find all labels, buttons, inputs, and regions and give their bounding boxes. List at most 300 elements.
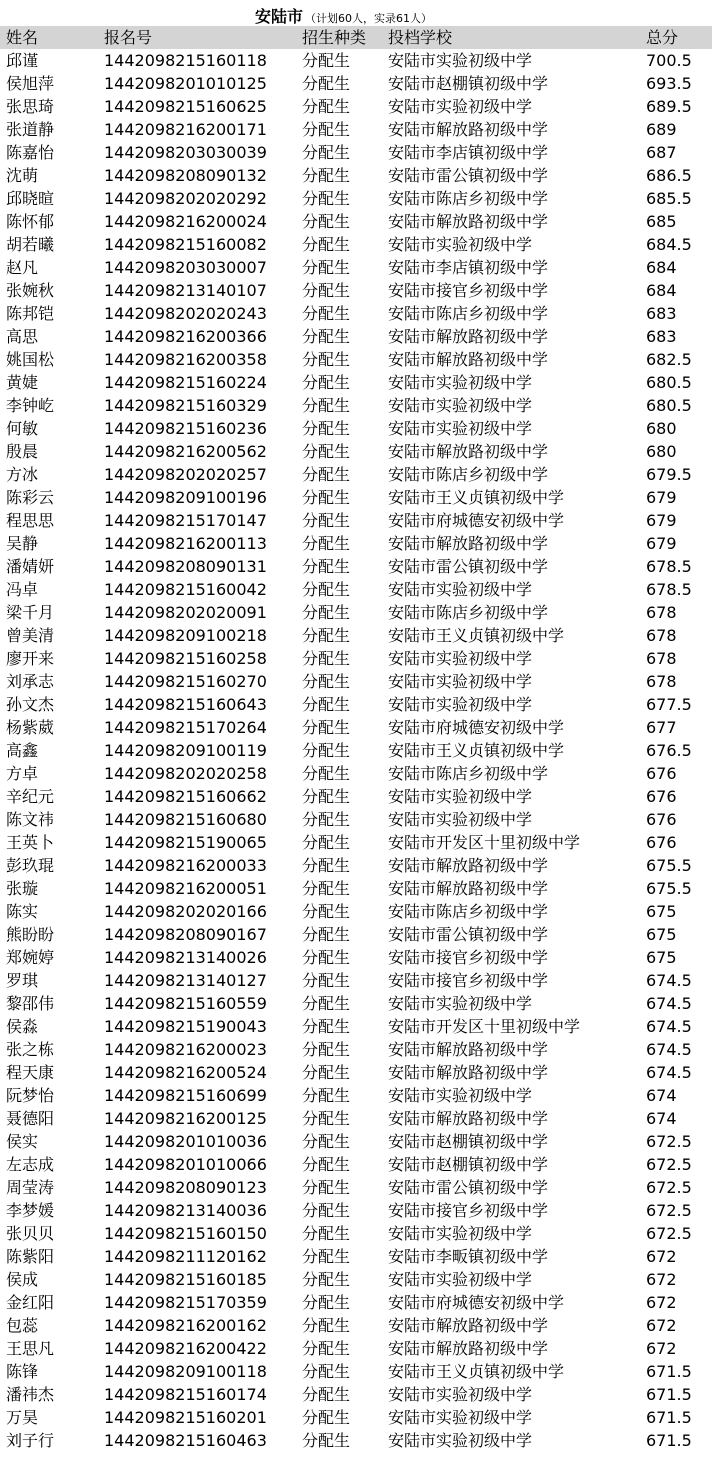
cell-total-score: 674.5 — [646, 1040, 692, 1059]
table-row — [0, 1245, 712, 1268]
cell-name: 熊盼盼 — [6, 925, 55, 944]
cell-school: 安陆市雷公镇初级中学 — [388, 557, 549, 576]
cell-registration-id: 1442098215190043 — [104, 1017, 267, 1036]
cell-school: 安陆市雷公镇初级中学 — [388, 1178, 549, 1197]
cell-registration-id: 1442098215160042 — [104, 580, 267, 599]
cell-registration-id: 1442098208090123 — [104, 1178, 267, 1197]
cell-total-score: 677.5 — [646, 695, 692, 714]
cell-registration-id: 1442098215160270 — [104, 672, 267, 691]
cell-name: 沈萌 — [6, 166, 39, 185]
cell-registration-id: 1442098215160625 — [104, 97, 267, 116]
table-row — [0, 1406, 712, 1429]
cell-school: 安陆市解放路初级中学 — [388, 856, 549, 875]
cell-total-score: 679 — [646, 534, 677, 553]
table-row — [0, 1314, 712, 1337]
table-row — [0, 210, 712, 233]
table-body — [0, 49, 712, 1452]
table-row — [0, 118, 712, 141]
cell-admission-type: 分配生 — [302, 1224, 351, 1243]
cell-school: 安陆市实验初级中学 — [388, 1086, 533, 1105]
cell-name: 万昊 — [6, 1408, 39, 1427]
cell-admission-type: 分配生 — [302, 580, 351, 599]
cell-school: 安陆市实验初级中学 — [388, 810, 533, 829]
cell-school: 安陆市接官乡初级中学 — [388, 971, 549, 990]
cell-name: 王英卜 — [6, 833, 55, 852]
cell-registration-id: 1442098216200024 — [104, 212, 267, 231]
cell-total-score: 700.5 — [646, 51, 692, 70]
cell-school: 安陆市实验初级中学 — [388, 1270, 533, 1289]
cell-name: 孙文杰 — [6, 695, 55, 714]
cell-admission-type: 分配生 — [302, 626, 351, 645]
cell-admission-type: 分配生 — [302, 1086, 351, 1105]
cell-name: 方冰 — [6, 465, 39, 484]
cell-admission-type: 分配生 — [302, 396, 351, 415]
cell-school: 安陆市府城德安初级中学 — [388, 1293, 565, 1312]
cell-school: 安陆市李店镇初级中学 — [388, 143, 549, 162]
table-row — [0, 716, 712, 739]
cell-registration-id: 1442098201010036 — [104, 1132, 267, 1151]
cell-total-score: 672 — [646, 1339, 677, 1358]
cell-name: 刘承志 — [6, 672, 55, 691]
cell-total-score: 672.5 — [646, 1155, 692, 1174]
cell-school: 安陆市实验初级中学 — [388, 649, 533, 668]
cell-name: 侯淼 — [6, 1017, 39, 1036]
cell-admission-type: 分配生 — [302, 1040, 351, 1059]
table-row — [0, 831, 712, 854]
cell-registration-id: 1442098216200125 — [104, 1109, 267, 1128]
cell-total-score: 672.5 — [646, 1201, 692, 1220]
table-row — [0, 762, 712, 785]
cell-name: 彭玖琨 — [6, 856, 55, 875]
cell-total-score: 672 — [646, 1316, 677, 1335]
cell-registration-id: 1442098215160118 — [104, 51, 267, 70]
cell-registration-id: 1442098202020166 — [104, 902, 267, 921]
table-row — [0, 1383, 712, 1406]
cell-admission-type: 分配生 — [302, 511, 351, 530]
admission-table — [0, 26, 712, 1452]
cell-name: 张之栋 — [6, 1040, 55, 1059]
cell-admission-type: 分配生 — [302, 695, 351, 714]
cell-registration-id: 1442098215160236 — [104, 419, 267, 438]
cell-school: 安陆市实验初级中学 — [388, 97, 533, 116]
cell-admission-type: 分配生 — [302, 833, 351, 852]
cell-total-score: 674.5 — [646, 1063, 692, 1082]
cell-school: 安陆市解放路初级中学 — [388, 120, 549, 139]
cell-registration-id: 1442098215160082 — [104, 235, 267, 254]
cell-name: 殷晨 — [6, 442, 39, 461]
table-row — [0, 601, 712, 624]
table-row — [0, 969, 712, 992]
table-row — [0, 95, 712, 118]
cell-admission-type: 分配生 — [302, 603, 351, 622]
cell-name: 陈实 — [6, 902, 39, 921]
cell-school: 安陆市实验初级中学 — [388, 695, 533, 714]
cell-name: 侯旭萍 — [6, 74, 55, 93]
table-row — [0, 348, 712, 371]
cell-registration-id: 1442098215160150 — [104, 1224, 267, 1243]
cell-admission-type: 分配生 — [302, 120, 351, 139]
cell-total-score: 672 — [646, 1293, 677, 1312]
table-row — [0, 1084, 712, 1107]
cell-school: 安陆市雷公镇初级中学 — [388, 925, 549, 944]
cell-total-score: 689.5 — [646, 97, 692, 116]
cell-registration-id: 1442098215170264 — [104, 718, 267, 737]
cell-admission-type: 分配生 — [302, 419, 351, 438]
cell-registration-id: 1442098202020257 — [104, 465, 267, 484]
cell-admission-type: 分配生 — [302, 1132, 351, 1151]
cell-name: 李钟屹 — [6, 396, 55, 415]
cell-name: 陈怀郁 — [6, 212, 55, 231]
cell-name: 陈彩云 — [6, 488, 55, 507]
cell-school: 安陆市实验初级中学 — [388, 1408, 533, 1427]
cell-name: 陈文祎 — [6, 810, 55, 829]
cell-name: 潘婧妍 — [6, 557, 55, 576]
cell-name: 张贝贝 — [6, 1224, 55, 1243]
cell-admission-type: 分配生 — [302, 741, 351, 760]
header-type: 招生种类 — [302, 28, 367, 47]
cell-total-score: 675 — [646, 948, 677, 967]
cell-school: 安陆市陈店乡初级中学 — [388, 465, 549, 484]
cell-admission-type: 分配生 — [302, 764, 351, 783]
table-row — [0, 371, 712, 394]
cell-school: 安陆市解放路初级中学 — [388, 212, 549, 231]
table-row — [0, 877, 712, 900]
table-row — [0, 49, 712, 72]
cell-registration-id: 1442098215160463 — [104, 1431, 267, 1450]
cell-registration-id: 1442098201010125 — [104, 74, 267, 93]
cell-admission-type: 分配生 — [302, 948, 351, 967]
cell-admission-type: 分配生 — [302, 1385, 351, 1404]
cell-name: 王思凡 — [6, 1339, 55, 1358]
table-row — [0, 992, 712, 1015]
cell-school: 安陆市赵棚镇初级中学 — [388, 74, 549, 93]
cell-admission-type: 分配生 — [302, 1155, 351, 1174]
table-row — [0, 325, 712, 348]
cell-admission-type: 分配生 — [302, 488, 351, 507]
cell-total-score: 675.5 — [646, 879, 692, 898]
cell-admission-type: 分配生 — [302, 1316, 351, 1335]
cell-registration-id: 1442098213140036 — [104, 1201, 267, 1220]
cell-registration-id: 1442098215170147 — [104, 511, 267, 530]
header-score: 总分 — [646, 28, 679, 47]
cell-admission-type: 分配生 — [302, 1063, 351, 1082]
cell-name: 罗琪 — [6, 971, 39, 990]
cell-admission-type: 分配生 — [302, 327, 351, 346]
cell-admission-type: 分配生 — [302, 281, 351, 300]
cell-admission-type: 分配生 — [302, 350, 351, 369]
cell-registration-id: 1442098215190065 — [104, 833, 267, 852]
cell-total-score: 672.5 — [646, 1178, 692, 1197]
table-row — [0, 233, 712, 256]
cell-total-score: 671.5 — [646, 1431, 692, 1450]
cell-registration-id: 1442098209100118 — [104, 1362, 267, 1381]
cell-total-score: 679 — [646, 488, 677, 507]
cell-total-score: 684 — [646, 258, 677, 277]
cell-school: 安陆市赵棚镇初级中学 — [388, 1155, 549, 1174]
cell-registration-id: 1442098208090167 — [104, 925, 267, 944]
cell-registration-id: 1442098216200524 — [104, 1063, 267, 1082]
cell-registration-id: 1442098216200171 — [104, 120, 267, 139]
cell-school: 安陆市实验初级中学 — [388, 1431, 533, 1450]
cell-admission-type: 分配生 — [302, 51, 351, 70]
cell-total-score: 675.5 — [646, 856, 692, 875]
cell-registration-id: 1442098208090132 — [104, 166, 267, 185]
cell-total-score: 685.5 — [646, 189, 692, 208]
cell-registration-id: 1442098216200422 — [104, 1339, 267, 1358]
cell-school: 安陆市陈店乡初级中学 — [388, 764, 549, 783]
cell-admission-type: 分配生 — [302, 557, 351, 576]
cell-school: 安陆市开发区十里初级中学 — [388, 833, 581, 852]
cell-registration-id: 1442098215160329 — [104, 396, 267, 415]
cell-name: 张璇 — [6, 879, 39, 898]
cell-registration-id: 1442098211120162 — [104, 1247, 267, 1266]
cell-total-score: 678 — [646, 626, 677, 645]
cell-school: 安陆市陈店乡初级中学 — [388, 304, 549, 323]
cell-school: 安陆市实验初级中学 — [388, 787, 533, 806]
cell-admission-type: 分配生 — [302, 1362, 351, 1381]
cell-registration-id: 1442098201010066 — [104, 1155, 267, 1174]
cell-school: 安陆市实验初级中学 — [388, 235, 533, 254]
cell-admission-type: 分配生 — [302, 235, 351, 254]
cell-admission-type: 分配生 — [302, 534, 351, 553]
cell-total-score: 676 — [646, 787, 677, 806]
cell-total-score: 671.5 — [646, 1362, 692, 1381]
cell-name: 左志成 — [6, 1155, 55, 1174]
cell-total-score: 678 — [646, 603, 677, 622]
cell-total-score: 680 — [646, 419, 677, 438]
cell-name: 黄婕 — [6, 373, 39, 392]
table-row — [0, 1222, 712, 1245]
cell-school: 安陆市实验初级中学 — [388, 994, 533, 1013]
cell-registration-id: 1442098215160643 — [104, 695, 267, 714]
cell-school: 安陆市王义贞镇初级中学 — [388, 741, 565, 760]
cell-registration-id: 1442098213140127 — [104, 971, 267, 990]
cell-school: 安陆市接官乡初级中学 — [388, 1201, 549, 1220]
table-row — [0, 440, 712, 463]
table-row — [0, 555, 712, 578]
cell-admission-type: 分配生 — [302, 166, 351, 185]
cell-name: 何敏 — [6, 419, 39, 438]
cell-admission-type: 分配生 — [302, 994, 351, 1013]
cell-name: 高鑫 — [6, 741, 39, 760]
cell-admission-type: 分配生 — [302, 810, 351, 829]
cell-admission-type: 分配生 — [302, 1247, 351, 1266]
cell-admission-type: 分配生 — [302, 304, 351, 323]
table-row — [0, 647, 712, 670]
cell-registration-id: 1442098209100196 — [104, 488, 267, 507]
cell-total-score: 678 — [646, 649, 677, 668]
cell-school: 安陆市接官乡初级中学 — [388, 948, 549, 967]
cell-total-score: 676 — [646, 833, 677, 852]
table-row — [0, 923, 712, 946]
table-row — [0, 486, 712, 509]
cell-total-score: 671.5 — [646, 1408, 692, 1427]
cell-admission-type: 分配生 — [302, 442, 351, 461]
cell-registration-id: 1442098203030007 — [104, 258, 267, 277]
cell-total-score: 674.5 — [646, 994, 692, 1013]
cell-registration-id: 1442098213140107 — [104, 281, 267, 300]
cell-admission-type: 分配生 — [302, 1109, 351, 1128]
table-row — [0, 141, 712, 164]
cell-total-score: 674.5 — [646, 1017, 692, 1036]
cell-name: 高思 — [6, 327, 39, 346]
cell-school: 安陆市解放路初级中学 — [388, 534, 549, 553]
cell-total-score: 678 — [646, 672, 677, 691]
cell-name: 胡若曦 — [6, 235, 55, 254]
cell-total-score: 685 — [646, 212, 677, 231]
cell-admission-type: 分配生 — [302, 1270, 351, 1289]
cell-name: 冯卓 — [6, 580, 39, 599]
cell-school: 安陆市解放路初级中学 — [388, 327, 549, 346]
cell-name: 吴静 — [6, 534, 39, 553]
cell-total-score: 672 — [646, 1270, 677, 1289]
cell-total-score: 674.5 — [646, 971, 692, 990]
cell-admission-type: 分配生 — [302, 1201, 351, 1220]
cell-admission-type: 分配生 — [302, 189, 351, 208]
table-row — [0, 900, 712, 923]
cell-registration-id: 1442098215160258 — [104, 649, 267, 668]
table-header-row — [0, 26, 712, 49]
cell-total-score: 680.5 — [646, 373, 692, 392]
table-row — [0, 670, 712, 693]
table-row — [0, 1268, 712, 1291]
cell-school: 安陆市解放路初级中学 — [388, 1316, 549, 1335]
cell-registration-id: 1442098216200366 — [104, 327, 267, 346]
cell-registration-id: 1442098203030039 — [104, 143, 267, 162]
cell-total-score: 684.5 — [646, 235, 692, 254]
header-school: 投档学校 — [388, 28, 453, 47]
table-row — [0, 1291, 712, 1314]
cell-total-score: 679 — [646, 511, 677, 530]
cell-school: 安陆市解放路初级中学 — [388, 350, 549, 369]
cell-registration-id: 1442098215160174 — [104, 1385, 267, 1404]
cell-name: 陈紫阳 — [6, 1247, 55, 1266]
table-row — [0, 624, 712, 647]
page-title-row — [0, 0, 712, 26]
cell-registration-id: 1442098202020243 — [104, 304, 267, 323]
cell-total-score: 689 — [646, 120, 677, 139]
cell-school: 安陆市府城德安初级中学 — [388, 511, 565, 530]
cell-admission-type: 分配生 — [302, 902, 351, 921]
cell-total-score: 674 — [646, 1086, 677, 1105]
cell-name: 郑婉婷 — [6, 948, 55, 967]
cell-school: 安陆市赵棚镇初级中学 — [388, 1132, 549, 1151]
cell-admission-type: 分配生 — [302, 1339, 351, 1358]
cell-school: 安陆市解放路初级中学 — [388, 1040, 549, 1059]
cell-total-score: 679.5 — [646, 465, 692, 484]
cell-admission-type: 分配生 — [302, 649, 351, 668]
cell-name: 张思琦 — [6, 97, 55, 116]
cell-school: 安陆市实验初级中学 — [388, 373, 533, 392]
cell-name: 金红阳 — [6, 1293, 55, 1312]
table-row — [0, 72, 712, 95]
cell-name: 刘子行 — [6, 1431, 55, 1450]
cell-registration-id: 1442098215160185 — [104, 1270, 267, 1289]
cell-school: 安陆市陈店乡初级中学 — [388, 902, 549, 921]
cell-name: 程天康 — [6, 1063, 55, 1082]
cell-school: 安陆市实验初级中学 — [388, 1385, 533, 1404]
table-row — [0, 417, 712, 440]
cell-name: 侯成 — [6, 1270, 39, 1289]
cell-admission-type: 分配生 — [302, 971, 351, 990]
cell-name: 包蕊 — [6, 1316, 39, 1335]
cell-admission-type: 分配生 — [302, 258, 351, 277]
cell-registration-id: 1442098216200113 — [104, 534, 267, 553]
cell-admission-type: 分配生 — [302, 74, 351, 93]
table-row — [0, 808, 712, 831]
cell-school: 安陆市王义贞镇初级中学 — [388, 1362, 565, 1381]
cell-registration-id: 1442098216200033 — [104, 856, 267, 875]
title-wrap — [255, 4, 432, 27]
cell-name: 陈嘉怡 — [6, 143, 55, 162]
table-row — [0, 1360, 712, 1383]
cell-admission-type: 分配生 — [302, 1178, 351, 1197]
cell-school: 安陆市实验初级中学 — [388, 51, 533, 70]
cell-admission-type: 分配生 — [302, 787, 351, 806]
table-row — [0, 854, 712, 877]
cell-name: 李梦媛 — [6, 1201, 55, 1220]
cell-total-score: 682.5 — [646, 350, 692, 369]
table-row — [0, 1429, 712, 1452]
cell-school: 安陆市解放路初级中学 — [388, 1063, 549, 1082]
table-row — [0, 1038, 712, 1061]
cell-total-score: 672 — [646, 1247, 677, 1266]
table-row — [0, 1107, 712, 1130]
cell-school: 安陆市解放路初级中学 — [388, 879, 549, 898]
page-title: 安陆市 — [255, 7, 304, 26]
table-row — [0, 1337, 712, 1360]
cell-name: 邱晓暄 — [6, 189, 55, 208]
table-row — [0, 164, 712, 187]
cell-admission-type: 分配生 — [302, 212, 351, 231]
cell-total-score: 672.5 — [646, 1132, 692, 1151]
cell-total-score: 678.5 — [646, 580, 692, 599]
cell-school: 安陆市实验初级中学 — [388, 419, 533, 438]
table-row — [0, 693, 712, 716]
cell-school: 安陆市王义贞镇初级中学 — [388, 626, 565, 645]
cell-registration-id: 1442098215160662 — [104, 787, 267, 806]
cell-name: 赵凡 — [6, 258, 39, 277]
cell-name: 陈锋 — [6, 1362, 39, 1381]
cell-registration-id: 1442098215170359 — [104, 1293, 267, 1312]
table-row — [0, 1199, 712, 1222]
cell-school: 安陆市雷公镇初级中学 — [388, 166, 549, 185]
cell-name: 廖开来 — [6, 649, 55, 668]
cell-school: 安陆市实验初级中学 — [388, 672, 533, 691]
cell-total-score: 683 — [646, 327, 677, 346]
cell-name: 阮梦怡 — [6, 1086, 55, 1105]
table-row — [0, 1015, 712, 1038]
cell-school: 安陆市王义贞镇初级中学 — [388, 488, 565, 507]
cell-name: 梁千月 — [6, 603, 55, 622]
cell-admission-type: 分配生 — [302, 1293, 351, 1312]
cell-admission-type: 分配生 — [302, 97, 351, 116]
cell-total-score: 675 — [646, 902, 677, 921]
cell-name: 侯实 — [6, 1132, 39, 1151]
cell-admission-type: 分配生 — [302, 879, 351, 898]
quota-note: （计划60人，实录61人） — [305, 12, 433, 25]
cell-name: 聂德阳 — [6, 1109, 55, 1128]
cell-school: 安陆市实验初级中学 — [388, 580, 533, 599]
cell-school: 安陆市接官乡初级中学 — [388, 281, 549, 300]
cell-name: 张婉秋 — [6, 281, 55, 300]
table-row — [0, 1061, 712, 1084]
cell-name: 周莹涛 — [6, 1178, 55, 1197]
cell-admission-type: 分配生 — [302, 1408, 351, 1427]
cell-registration-id: 1442098213140026 — [104, 948, 267, 967]
cell-school: 安陆市李畈镇初级中学 — [388, 1247, 549, 1266]
cell-total-score: 676.5 — [646, 741, 692, 760]
